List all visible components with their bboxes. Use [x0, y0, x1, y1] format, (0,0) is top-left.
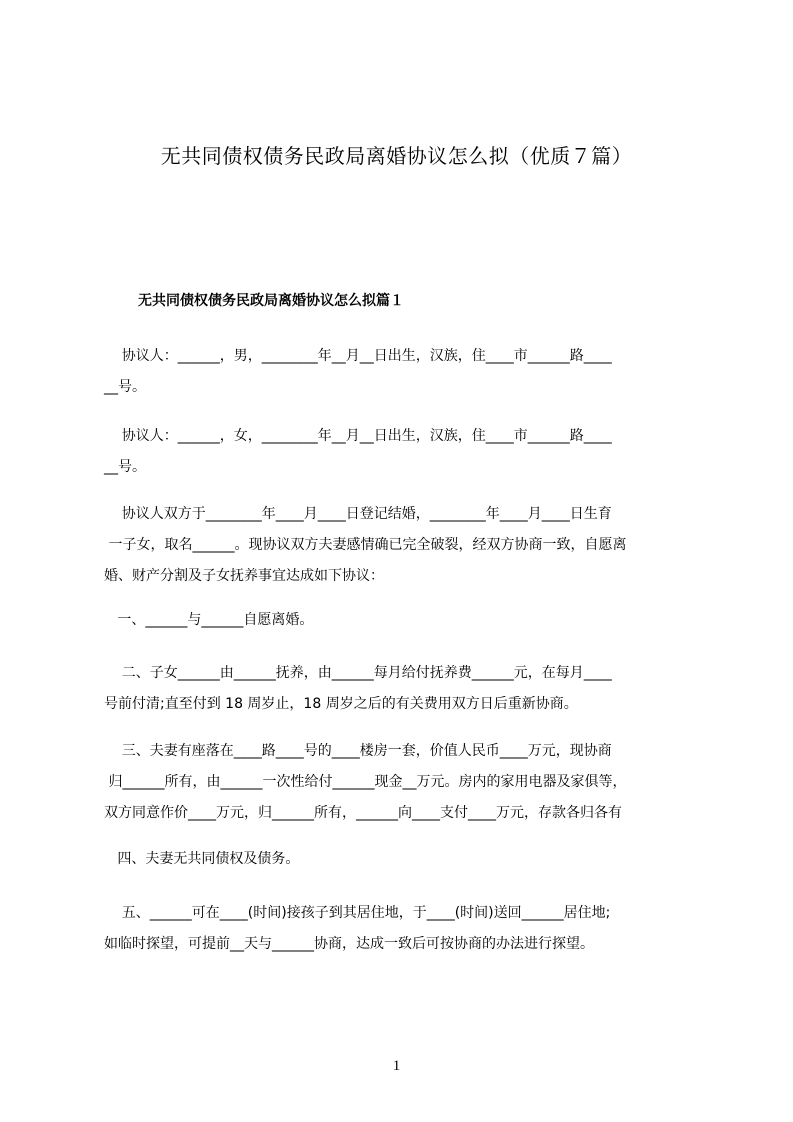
paragraph-party-female — [104, 421, 702, 483]
clause-2 — [104, 658, 702, 720]
paragraph-line: 一、______与______自愿离婚。 — [104, 612, 314, 628]
paragraph-line: 号前付清;直至付到 18 周岁止，18 周岁之后的有关费用双方日后重新协商。 — [104, 696, 578, 712]
paragraph-party-male — [104, 341, 702, 403]
document-title: 无共同债权债务民政局离婚协议怎么拟（优质７篇） — [160, 144, 633, 168]
clause-5 — [104, 898, 702, 960]
paragraph-line: 三、夫妻有座落在____路____号的____楼房一套，价值人民币____万元，现协商 — [104, 743, 612, 759]
paragraph-line: __号。 — [104, 459, 146, 475]
clause-3 — [104, 736, 702, 829]
paragraph-line: 四、夫妻无共同债权及债务。 — [104, 851, 300, 867]
paragraph-line: 婚、财产分割及子女抚养事宜达成如下协议： — [104, 568, 384, 584]
paragraph-line: __号。 — [104, 379, 146, 395]
paragraph-line: 协议人：______，男，________年__月__日出生，汉族，住____市______路____ — [104, 348, 612, 364]
paragraph-line: 双方同意作价____万元，归______所有，______向____支付____万元，存款各归各有 — [104, 805, 622, 821]
paragraph-line: 一子女，取名______。现协议双方夫妻感情确已完全破裂，经双方协商一致，自愿离 — [104, 537, 627, 553]
clause-4 — [104, 844, 702, 875]
section-heading: 无共同债权债务民政局离婚协议怎么拟篇１ — [138, 293, 404, 309]
clause-1 — [104, 605, 702, 636]
paragraph-line: 五、______可在____(时间)接孩子到其居住地，于____(时间)送回______居住地; — [104, 905, 611, 921]
paragraph-marriage-statement — [104, 499, 702, 592]
paragraph-line: 归______所有，由______一次性给付______现金__万元。房内的家用电器及家俱等， — [104, 774, 627, 790]
page-number: 1 — [392, 1058, 401, 1074]
paragraph-line: 协议人双方于________年____月____日登记结婚，________年____月____日生育 — [104, 506, 612, 522]
paragraph-line: 协议人：______，女，________年__月__日出生，汉族，住____市______路____ — [104, 428, 612, 444]
paragraph-line: 如临时探望，可提前__天与______协商，达成一致后可按协商的办法进行探望。 — [104, 936, 594, 952]
paragraph-line: 二、子女______由______抚养，由______每月给付抚养费______元，在每月____ — [104, 665, 612, 681]
